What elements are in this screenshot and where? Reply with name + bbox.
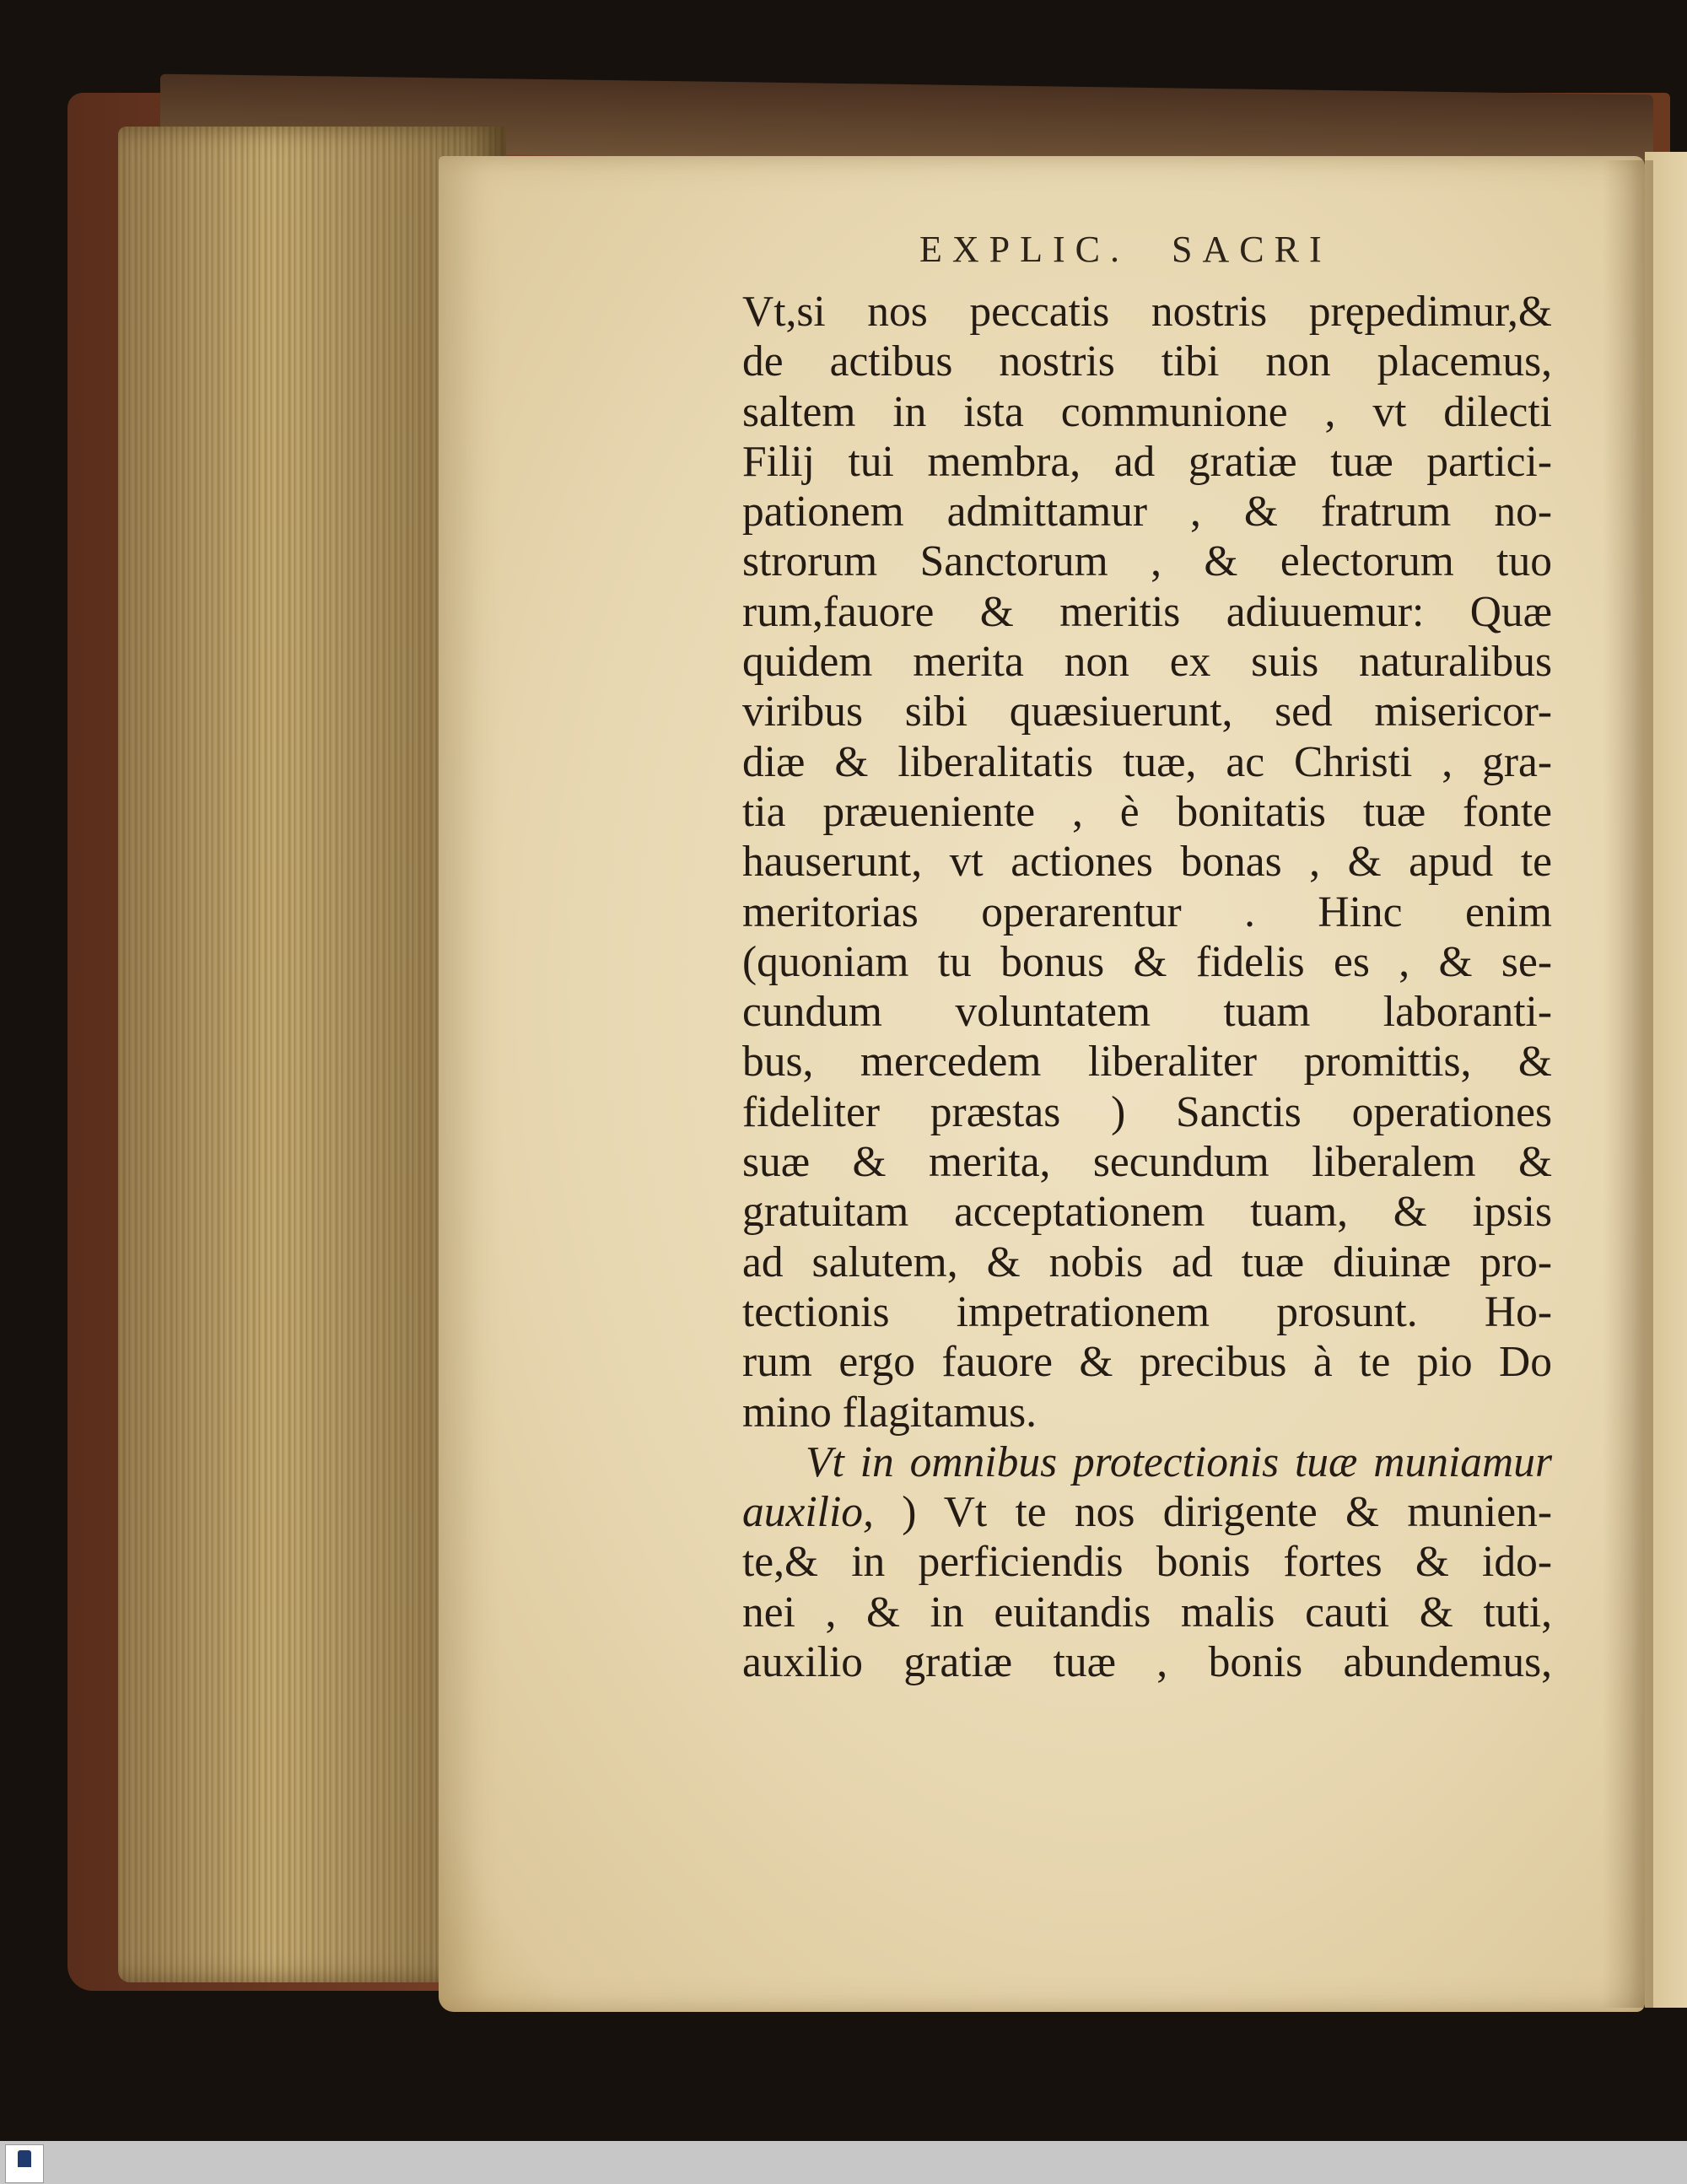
text-span: ) Vt te nos dirigente & munien- [873, 1488, 1552, 1537]
text-line: nei , & in euitandis malis cauti & tuti, [742, 1588, 1552, 1637]
text-line: (quoniam tu bonus & fidelis es , & se- [742, 937, 1552, 986]
page-body-text [742, 287, 1552, 1687]
italic-word: auxilio, [742, 1488, 874, 1537]
text-line: viribus sibi quæsiuerunt, sed misericor- [742, 688, 1552, 736]
text-line: mino flagitamus. [742, 1388, 1038, 1437]
text-line: rum ergo fauore & precibus à te pio Do [742, 1338, 1552, 1387]
italic-heading-line: Vt in omnibus protectionis tuæ muniamur [806, 1437, 1552, 1486]
text-line: meritorias operarentur . Hinc enim [742, 887, 1552, 936]
text-line: auxilio gratiæ tuæ , bonis abundemus, [742, 1638, 1552, 1687]
text-line: rum,fauore & meritis adiuuemur: Quæ [742, 587, 1552, 636]
text-line: tectionis impetrationem prosunt. Ho- [742, 1287, 1552, 1336]
text-line: Filij tui membra, ad gratiæ tuæ partici- [742, 437, 1552, 486]
text-line: cundum voluntatem tuam laboranti- [742, 988, 1552, 1037]
text-line: ad salutem, & nobis ad tuæ diuinæ pro- [742, 1238, 1552, 1286]
text-line: saltem in ista communione , vt dilecti [742, 387, 1552, 436]
text-line: Vt,si nos peccatis nostris prępedimur,& [742, 288, 1552, 336]
text-line: de actibus nostris tibi non placemus, [742, 337, 1552, 386]
viewer-footer-bar [0, 2141, 1687, 2184]
library-emblem-icon [18, 2150, 31, 2167]
running-head [919, 228, 1332, 271]
text-line: bus, mercedem liberaliter promittis, & [742, 1038, 1552, 1087]
running-head-left: EXPLIC. [919, 229, 1129, 270]
text-line: strorum Sanctorum , & electorum tuo [742, 537, 1552, 586]
text-line: quidem merita non ex suis naturalibus [742, 638, 1552, 687]
text-line: te,& in perficiendis bonis fortes & ido- [742, 1538, 1552, 1587]
text-line: tia præueniente , è bonitatis tuæ fonte [742, 787, 1552, 836]
text-line: diæ & liberalitatis tuæ, ac Christi , gra- [742, 737, 1552, 786]
library-logo-icon [5, 2144, 44, 2183]
gutter-shadow [1603, 160, 1653, 2008]
running-head-right: SACRI [1172, 229, 1332, 270]
text-line: pationem admittamur , & fratrum no- [742, 488, 1552, 537]
text-line-mixed [742, 1487, 1552, 1537]
text-line: hauserunt, vt actiones bonas , & apud te [742, 838, 1552, 887]
text-line: suæ & merita, secundum liberalem & [742, 1138, 1552, 1187]
text-line: fideliter præstas ) Sanctis operationes [742, 1087, 1552, 1136]
text-line: gratuitam acceptationem tuam, & ipsis [742, 1188, 1552, 1237]
